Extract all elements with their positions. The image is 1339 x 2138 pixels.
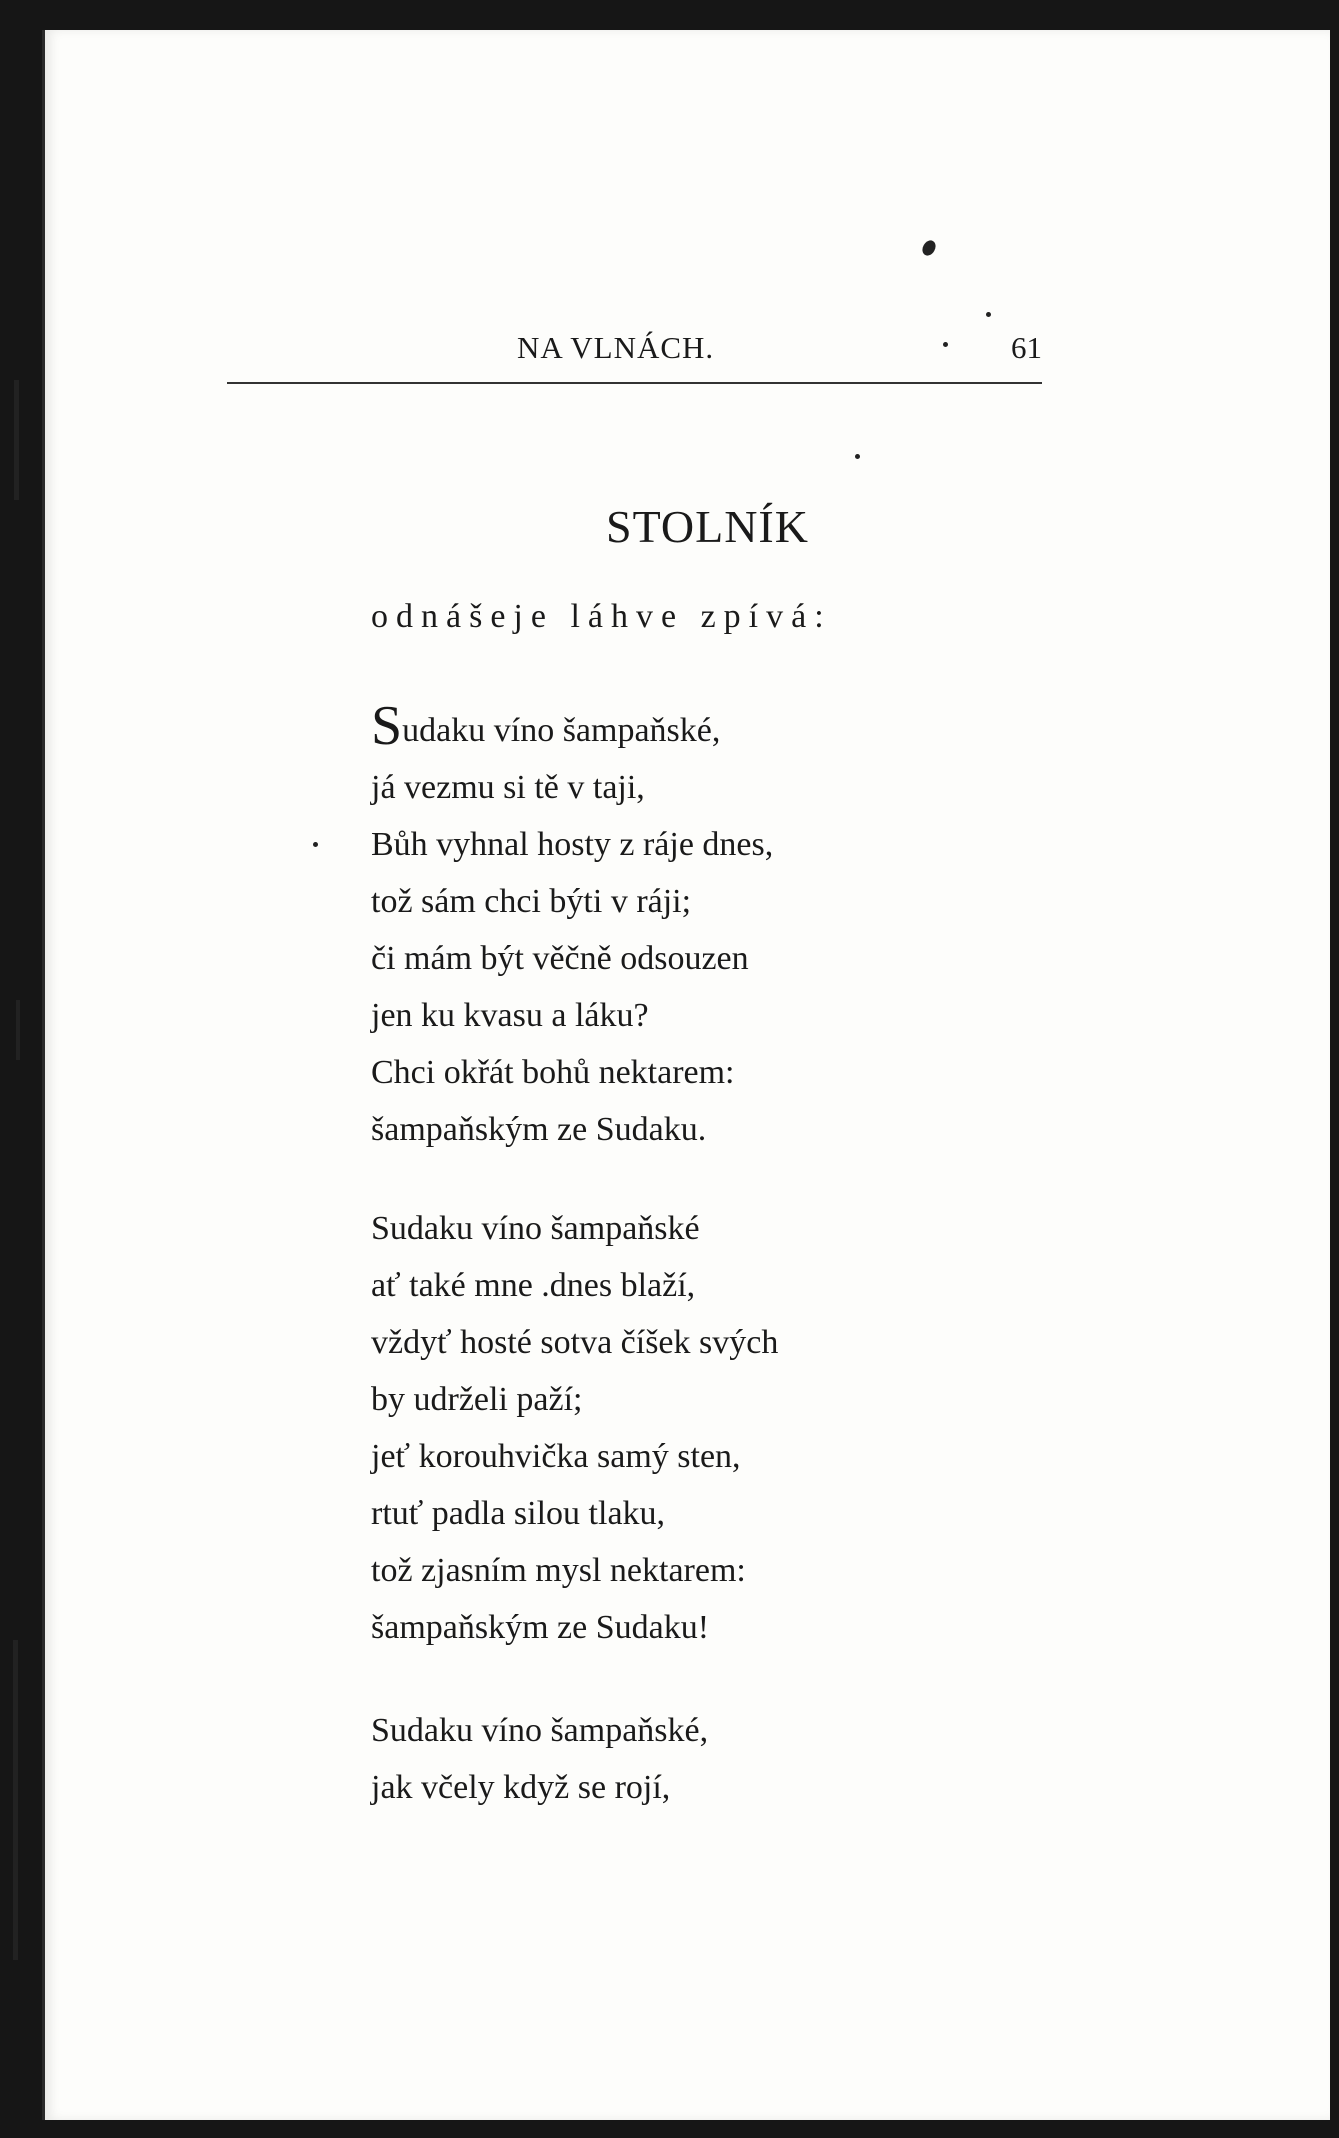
verse-line: Chci okřát bohů nektarem: xyxy=(371,1054,735,1091)
first-line-rest: udaku víno šampaňské, xyxy=(402,712,721,749)
verse-line: jak včely když se rojí, xyxy=(371,1769,671,1806)
verse-line: vždyť hosté sotva číšek svých xyxy=(371,1324,779,1361)
page-number: 61 xyxy=(1011,330,1042,365)
verse-line: tož zjasním mysl nektarem: xyxy=(371,1552,746,1589)
poem-title: STOLNÍK xyxy=(606,501,809,552)
verse-line: tož sám chci býti v ráji; xyxy=(371,883,692,920)
running-title: NA VLNÁCH. xyxy=(517,330,715,365)
stanza-1-first-line xyxy=(371,695,773,759)
verse-line: já vezmu si tě v taji, xyxy=(371,769,645,806)
verse-line: jeť korouhvička samý sten, xyxy=(371,1438,741,1475)
verse-line: by udrželi paží; xyxy=(371,1381,583,1418)
stanza-3 xyxy=(371,1702,708,1816)
verse-line: Bůh vyhnal hosty z ráje dnes, xyxy=(371,826,774,863)
binding-edge-mark xyxy=(14,380,19,500)
verse-line: šampaňským ze Sudaku! xyxy=(371,1609,710,1646)
drop-cap: S xyxy=(371,695,403,757)
stanza-1 xyxy=(371,695,774,1158)
stanza-2 xyxy=(371,1200,778,1656)
ink-speck xyxy=(313,842,318,847)
verse-line: jen ku kvasu a láku? xyxy=(371,997,649,1034)
verse-line: rtuť padla silou tlaku, xyxy=(371,1495,666,1532)
page-header xyxy=(227,300,1042,370)
verse-line: ať také mne .dnes blaží, xyxy=(371,1267,696,1304)
ink-speck xyxy=(855,454,860,459)
verse-line: šampaňským ze Sudaku. xyxy=(371,1111,707,1148)
verse-line: Sudaku víno šampaňské, xyxy=(371,1712,709,1749)
binding-edge-mark xyxy=(16,1000,20,1060)
header-rule xyxy=(227,382,1042,384)
verse-line: Sudaku víno šampaňské xyxy=(371,1210,700,1247)
ink-speck xyxy=(920,238,938,258)
verse-line: či mám být věčně odsouzen xyxy=(371,940,749,977)
poem-subtitle: odnášeje láhve zpívá: xyxy=(371,598,832,635)
book-page xyxy=(42,30,1330,2120)
binding-edge-mark xyxy=(13,1640,18,1960)
